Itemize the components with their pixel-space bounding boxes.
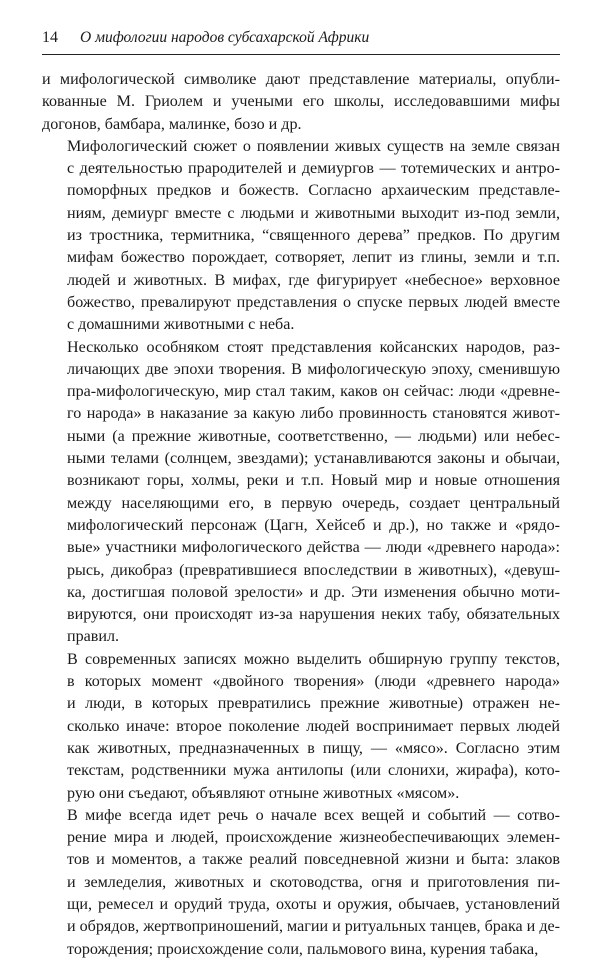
text-line: го народа» в наказание за какую либо провинность становятся живот- — [67, 405, 560, 423]
text-line: торождения; происхождение соли, пальмового вина, курения табака, — [67, 940, 539, 958]
text-line: и мифологической символике дают представление материалы, опубли- — [42, 71, 560, 88]
text-line: кованные М. Гриолем и учеными его школы, исследовавшими мифы — [42, 93, 560, 111]
text-line: ниям, демиург вместе с людьми и животными выходит из-под земли, — [67, 204, 560, 222]
text-line: как животных, предназначенных в пищу, — «мясо». Согласно этим — [67, 739, 560, 757]
text-line: в которых момент «двойного творения» (люди «древнего народа» — [67, 673, 560, 691]
text-line: сколько иначе: второе поколение людей воспринимает первых людей — [67, 717, 560, 735]
text-line: В мифе всегда идет речь о начале всех вещей и событий — сотво- — [67, 806, 560, 824]
text-line: божество, превалируют представления о спуске первых людей вместе — [67, 293, 560, 311]
paragraph — [42, 649, 560, 805]
paragraph — [42, 69, 560, 136]
text-line: вые» участники мифологического действа — люди «древнего народа»: — [67, 539, 560, 557]
text-line: личающих две эпохи творения. В мифологическую эпоху, сменившую — [67, 360, 560, 378]
text-line: текстам, родственники мужа антилопы (или слонихи, жирафа), кото- — [67, 762, 560, 780]
paragraph — [42, 805, 560, 961]
text-line: и земледелия, животных и скотоводства, огня и приготовления пи- — [67, 873, 560, 891]
text-line: Мифологический сюжет о появлении живых существ на земле связан — [67, 137, 560, 155]
text-line: и люди, в которых превратились прежние животные) отражен не- — [67, 695, 560, 713]
text-line: В современных записях можно выделить обширную группу текстов, — [67, 650, 560, 668]
text-line: правил. — [67, 628, 120, 646]
page-number: 14 — [42, 29, 58, 46]
text-line: вируются, они происходят из-за нарушения неких табу, обязательных — [67, 606, 560, 624]
text-line: людей и животных. В мифах, где фигурирует «небесное» верховное — [67, 271, 560, 289]
text-line: из тростника, термитника, “священного дерева” предков. По другим — [67, 227, 560, 245]
text-line: возникают горы, холмы, реки и т.п. Новый мир и новые отношения — [67, 472, 560, 490]
text-line: догонов, бамбара, малинке, бозо и др. — [42, 115, 302, 133]
text-line: и обрядов, жертвоприношений, магии и ритуальных танцев, брака и де- — [67, 918, 560, 936]
text-line: с домашними животными с неба. — [67, 316, 295, 334]
text-line: тов и моментов, а также реалий повседневной жизни и быта: злаков — [67, 851, 560, 869]
text-line: рую они съедают, объявляют отныне животных «мясом». — [67, 784, 460, 802]
text-line: мифам божество порождает, сотворяет, лепит из глины, земли и т.п. — [67, 249, 560, 267]
text-line: Несколько особняком стоят представления койсанских народов, раз- — [67, 338, 560, 356]
paragraph — [42, 337, 560, 649]
text-line: ка, достигшая половой зрелости» и др. Эти изменения обычно моти- — [67, 583, 560, 601]
paragraph — [42, 136, 560, 337]
running-title: О мифологии народов субсахарской Африки — [80, 29, 370, 46]
running-header — [42, 28, 560, 55]
body-text — [42, 69, 560, 961]
text-line: с деятельностью прародителей и демиургов — тотемических и антро- — [67, 160, 560, 178]
text-line: поморфных предков и божеств. Согласно архаическим представле- — [67, 182, 560, 200]
text-line: рение мира и людей, происхождение жизнеобеспечивающих элемен- — [67, 829, 560, 847]
text-line: щи, ремесел и орудий труда, охоты и оружия, обычаев, установлений — [67, 895, 560, 913]
text-line: ными (а прежние животные, соответственно, — людьми) или небес- — [67, 427, 560, 445]
text-line: пра-мифологическую, мир стал таким, каков он сейчас: люди «древне- — [67, 383, 560, 401]
text-line: мифологический персонаж (Цагн, Хейсеб и др.), но также и «рядо- — [67, 516, 560, 534]
text-line: между населяющими его, в первую очередь, создает центральный — [67, 494, 560, 512]
text-line: рысь, дикобраз (превратившиеся впоследствии в животных), «девуш- — [67, 561, 560, 579]
text-line: ными телами (солнцем, звездами); устанавливаются законы и обычаи, — [67, 450, 560, 468]
